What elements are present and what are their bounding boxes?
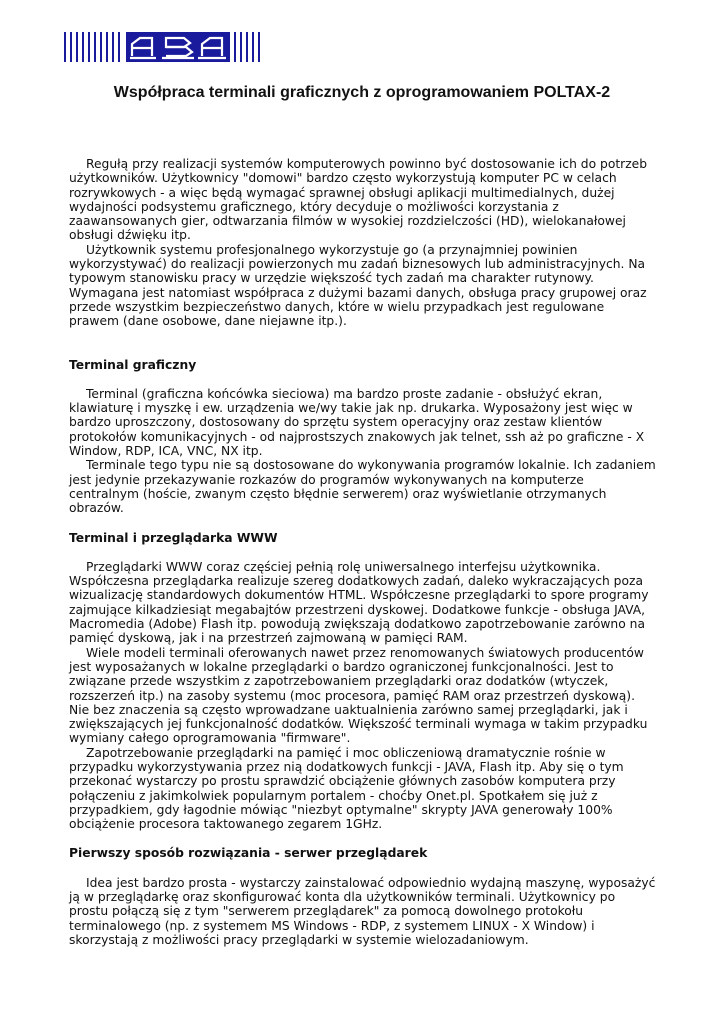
logo-stripe <box>64 32 66 62</box>
section-heading: Terminal i przeglądarka WWW <box>69 530 278 545</box>
paragraph: Zapotrzebowanie przeglądarki na pamięć i moc obliczeniową dramatycznie rośnie w przypadku wykorzystywania przez nią dodatkowych funkcji - JAVA, Flash itp. Aby się o tym przekonać wystarczy po prostu sprawdzić obciążenie głównych zasobów komputera przy połączeniu z jakimkolwiek popularnym portalem - choćby Onet.pl. Spotkałem się już z przypadkiem, gdy łagodnie mówiąc "niezbyt optymalne" skrypty JAVA generowały 100% obciążenie procesora taktowanego zegarem 1GHz. <box>69 745 624 832</box>
logo-stripe <box>94 32 96 62</box>
section-heading: Terminal graficzny <box>69 357 197 372</box>
paragraph: Idea jest bardzo prosta - wystarczy zainstalować odpowiednio wydajną maszynę, wyposażyć ją w przeglądarkę oraz skonfigurować konta dla użytkowników terminali. Użytkownicy po prostu połączą się z tym "serwerem przeglądarek" za pomocą dowolnego protokołu terminalowego (np. z systemem MS Windows - RDP, z systemem LINUX - X Window) i skorzystają z możliwości pracy przeglądarki w systemie wielozadaniowym. <box>69 875 656 947</box>
logo-stripe <box>100 32 102 62</box>
logo-stripe <box>70 32 72 62</box>
paragraph: Terminale tego typu nie są dostosowane do wykonywania programów lokalnie. Ich zadaniem jest jedynie przekazywanie rozkazów do programów wykonywanych na komputerze centralnym (hoście, zwanym często błędnie serwerem) oraz wyświetlanie otrzymanych obrazów. <box>69 458 656 516</box>
company-logo <box>64 32 260 62</box>
logo-stripe <box>76 32 78 62</box>
paragraph: Przeglądarki WWW coraz częściej pełnią rolę uniwersalnego interfejsu użytkownika. Współczesna przeglądarka realizuje szereg dodatkowych zadań, daleko wykraczających poza wizualizację standardowych dokumentów HTML. Współczesne przeglądarki to spore programy zajmujące kilkadziesiąt megabajtów przestrzeni dyskowej. Dodatkowe funkcje - obsługa JAVA, Macromedia (Adobe) Flash itp. powodują zwiększają dodatkowo zapotrzebowanie zarówno na pamięć dyskową, jak i na przestrzeń zajmowaną w pamięci RAM. <box>69 559 649 646</box>
paragraph: Regułą przy realizacji systemów komputerowych powinno być dostosowanie ich do potrzeb użytkowników. Użytkownicy "domowi" bardzo często wykorzystują komputer PC w celach rozrywkowych - a więc będą wymagać sprawnej obsługi aplikacji multimedialnych, dużej wydajności podsystemu graficznego, który decyduje o możliwości korzystania z zaawansowanych gier, odtwarzania filmów w wysokiej rozdzielczości (HD), wielokanałowej obsługi dźwięku itp. <box>69 157 648 243</box>
logo-stripe <box>246 32 248 62</box>
logo-mark <box>126 32 230 62</box>
paragraph: Wiele modeli terminali oferowanych nawet przez renomowanych światowych producentów jest wyposażanych w lokalne przeglądarki o bardzo ograniczonej funkcjonalności. Jest to związane przede wszystkim z zapotrzebowaniem przeglądarki oraz dodatków (wtyczek, rozszerzeń itp.) na zasoby systemu (moc procesora, pamięć RAM oraz przestrzeń dyskową). Nie bez znaczenia są często wprowadzane uaktualnienia zarówno samej przeglądarki, jak i zwiększających jej funkcjonalność dodatków. Większość terminali wymaga w takim przypadku wymiany całego oprogramowania "firmware". <box>69 645 648 746</box>
logo-stripe <box>106 32 108 62</box>
logo-stripe <box>112 32 114 62</box>
logo-stripe <box>234 32 236 62</box>
paragraph: Użytkownik systemu profesjonalnego wykorzystuje go (a przynajmniej powinien wykorzystywać) do realizacji powierzonych mu zadań biznesowych lub administracyjnych. Na typowym stanowisku pracy w urzędzie większość tych zadań ma charakter rutynowy. Wymagana jest natomiast współpraca z dużymi bazami danych, obsługa pracy grupowej oraz przede wszystkim bezpieczeństwo danych, które w wielu przypadkach jest regulowane prawem (dane osobowe, dane niejawne itp.). <box>69 242 647 329</box>
logo-stripe <box>118 32 120 62</box>
logo-stripe <box>88 32 90 62</box>
logo-stripe <box>240 32 242 62</box>
logo-stripe <box>82 32 84 62</box>
logo-stripe <box>258 32 260 62</box>
document-body <box>69 157 657 947</box>
logo-stripe <box>252 32 254 62</box>
document-title: Współpraca terminali graficznych z oprogramowaniem POLTAX-2 <box>113 84 611 101</box>
section-heading: Pierwszy sposób rozwiązania - serwer przeglądarek <box>69 846 428 861</box>
paragraph: Terminal (graficzna końcówka sieciowa) ma bardzo proste zadanie - obsłużyć ekran, klawiaturę i myszkę i ew. urządzenia we/wy takie jak np. drukarka. Wyposażony jest więc w bardzo uproszczony, dostosowany do sprzętu system operacyjny oraz zestaw klientów protokołów komunikacyjnych - od najprostszych znakowych jak telnet, ssh aż po graficzne - X Window, RDP, ICA, VNC, NX itp. <box>69 386 645 459</box>
